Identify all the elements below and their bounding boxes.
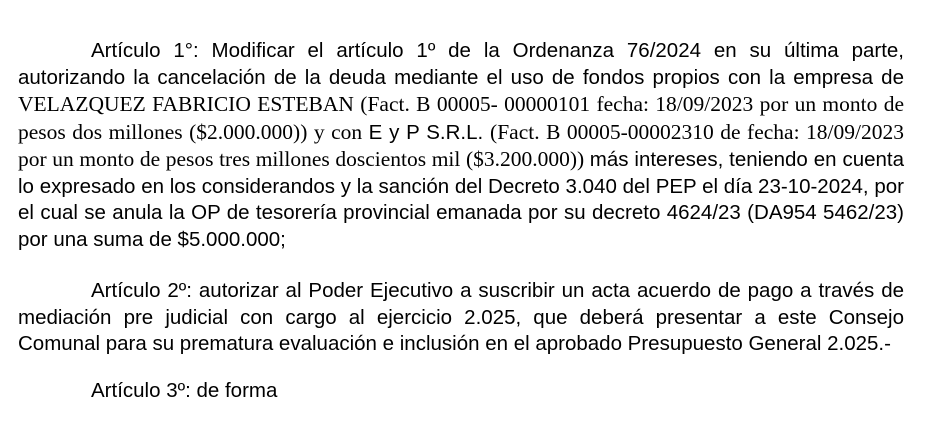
article-3-paragraph xyxy=(18,378,904,405)
document-page xyxy=(18,38,904,404)
article-3-text: de forma xyxy=(190,378,278,402)
article-1-text-part-5: más intereses, teniendo en cuenta lo expresado en los considerandos y la sanción del Decreto 3.040 del PEP el día 23-10-2024, por el cual se anula la OP de tesorería provincial emanada por su decreto 4624/23 (DA954 5462/23) por una suma de $5.000.000; xyxy=(18,148,904,251)
article-2-paragraph xyxy=(18,278,904,358)
article-2-label: Artículo 2º: xyxy=(91,279,192,302)
article-1-text-part-1: Modificar el artículo 1º de la Ordenanza 76/2024 en su última parte, autorizando la cancelación de la deuda mediante el uso de fondos propios con la empresa de xyxy=(18,39,904,89)
article-1-text-part-4: (Fact. B 00005-00002310 de fecha: 18/09/2023 por un monto de pesos tres millones doscientos mil ($3.200.000)) xyxy=(18,119,904,171)
article-3-label: Artículo 3º: xyxy=(91,378,191,402)
article-1-text-part-2: VELAZQUEZ FABRICIO ESTEBAN (Fact. B 00005- 00000101 fecha: 18/09/2023 por un monto de pesos dos millones ($2.000.000)) y con xyxy=(18,92,904,144)
article-1-text-part-3: E y P S.R.L. xyxy=(368,120,491,144)
article-1-paragraph xyxy=(18,38,904,253)
article-1-label: Artículo 1°: xyxy=(91,39,199,62)
article-2-text: autorizar al Poder Ejecutivo a suscribir un acta acuerdo de pago a través de mediación pre judicial con cargo al ejercicio 2.025, que deberá presentar a este Consejo Comunal para su prematura evaluación e inclusión en el aprobado Presupuesto General 2.025.- xyxy=(18,279,904,355)
